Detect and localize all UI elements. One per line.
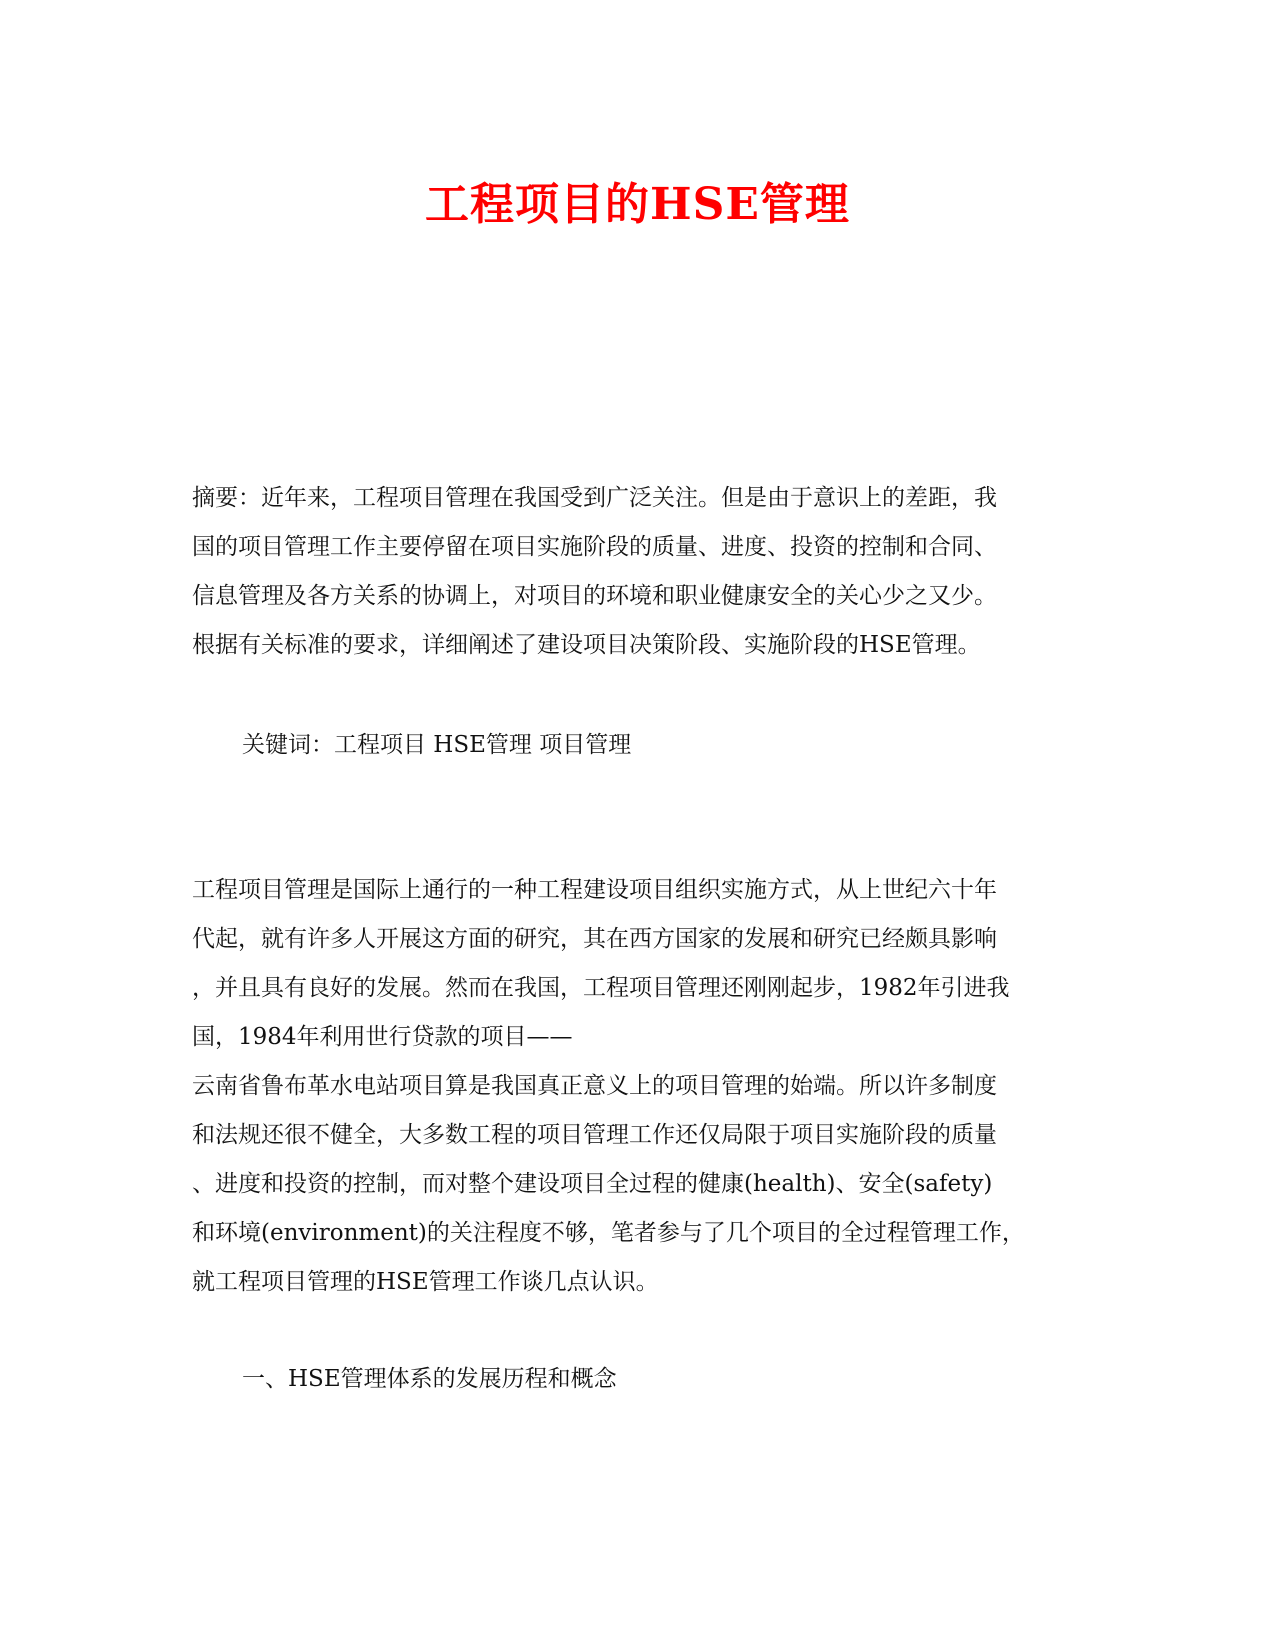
abstract-line: 根据有关标准的要求，详细阐述了建设项目决策阶段、实施阶段的HSE管理。: [192, 632, 981, 658]
keywords-line: 关键词：工程项目 HSE管理 项目管理: [242, 732, 632, 758]
section-heading: 一、HSE管理体系的发展历程和概念: [242, 1366, 617, 1392]
intro-line: 代起，就有许多人开展这方面的研究，其在西方国家的发展和研究已经颇具影响: [192, 926, 997, 952]
intro-line: 云南省鲁布革水电站项目算是我国真正意义上的项目管理的始端。所以许多制度: [192, 1073, 997, 1099]
intro-line: 和环境(environment)的关注程度不够，笔者参与了几个项目的全过程管理工作，: [192, 1220, 1025, 1246]
abstract-line: 摘要：近年来，工程项目管理在我国受到广泛关注。但是由于意识上的差距，我: [192, 485, 997, 511]
abstract-line: 国的项目管理工作主要停留在项目实施阶段的质量、进度、投资的控制和合同、: [192, 534, 997, 560]
intro-paragraph: [192, 866, 1072, 1307]
page-title: 工程项目的HSE管理: [425, 179, 850, 230]
intro-line: 和法规还很不健全，大多数工程的项目管理工作还仅局限于项目实施阶段的质量: [192, 1122, 997, 1148]
intro-line: 国，1984年利用世行贷款的项目——: [192, 1024, 573, 1050]
intro-line: 、进度和投资的控制，而对整个建设项目全过程的健康(health)、安全(safety): [192, 1171, 993, 1197]
intro-line: 工程项目管理是国际上通行的一种工程建设项目组织实施方式，从上世纪六十年: [192, 877, 997, 903]
intro-line: 就工程项目管理的HSE管理工作谈几点认识。: [192, 1269, 659, 1295]
abstract-paragraph: [192, 474, 1072, 670]
abstract-line: 信息管理及各方关系的协调上，对项目的环境和职业健康安全的关心少之又少。: [192, 583, 997, 609]
intro-line: ，并且具有良好的发展。然而在我国，工程项目管理还刚刚起步，1982年引进我: [192, 975, 1010, 1001]
